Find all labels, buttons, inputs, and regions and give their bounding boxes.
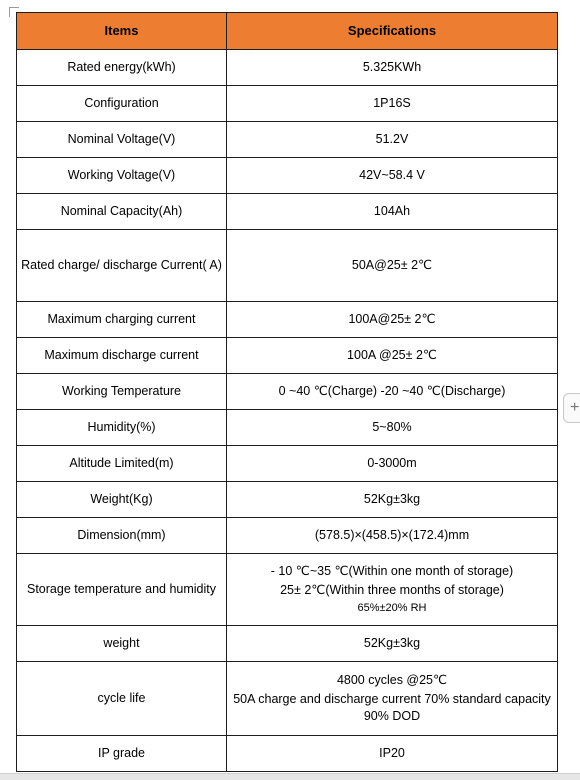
spec-line: (578.5)×(458.5)×(172.4)mm	[314, 528, 470, 543]
table-row	[17, 338, 558, 374]
table-row	[17, 302, 558, 338]
spec-line: 104Ah	[373, 204, 411, 219]
spec-line: 50A@25± 2℃	[351, 258, 433, 273]
item-cell: Nominal Voltage(V)	[17, 122, 227, 158]
plus-icon: +	[570, 399, 580, 416]
spec-cell	[227, 158, 558, 194]
table-row	[17, 86, 558, 122]
spec-line: 25± 2℃(Within three months of storage)	[280, 583, 504, 598]
table-row	[17, 554, 558, 626]
table-row	[17, 446, 558, 482]
item-cell: Altitude Limited(m)	[17, 446, 227, 482]
item-cell: Configuration	[17, 86, 227, 122]
spec-line: 52Kg±3kg	[363, 492, 421, 507]
spec-line: 100A@25± 2℃	[348, 312, 436, 327]
table-row	[17, 662, 558, 736]
spec-line: 42V~58.4 V	[359, 168, 425, 183]
item-cell: Storage temperature and humidity	[17, 554, 227, 626]
spec-line: 50A charge and discharge current 70% standard capacity 90% DOD	[233, 692, 551, 723]
item-cell: Maximum charging current	[17, 302, 227, 338]
table-row	[17, 374, 558, 410]
item-cell: Working Temperature	[17, 374, 227, 410]
spec-cell	[227, 662, 558, 736]
spec-line: - 10 ℃~35 ℃(Within one month of storage)	[270, 564, 514, 579]
add-row-button[interactable]	[563, 393, 580, 423]
item-cell: Nominal Capacity(Ah)	[17, 194, 227, 230]
spec-line: 5~80%	[372, 420, 412, 435]
item-cell: Working Voltage(V)	[17, 158, 227, 194]
item-cell: Rated charge/ discharge Current( A)	[17, 230, 227, 302]
spec-cell	[227, 410, 558, 446]
spec-line: 65%±20% RH	[357, 601, 427, 614]
spec-cell	[227, 374, 558, 410]
table-row	[17, 122, 558, 158]
table-row	[17, 626, 558, 662]
item-cell: Dimension(mm)	[17, 518, 227, 554]
spec-line: 4800 cycles @25℃	[336, 673, 448, 688]
spec-cell	[227, 482, 558, 518]
spec-line: 51.2V	[375, 132, 409, 147]
spec-cell	[227, 230, 558, 302]
spec-cell	[227, 554, 558, 626]
spec-cell	[227, 446, 558, 482]
table-row	[17, 518, 558, 554]
spec-line: 100A @25± 2℃	[347, 348, 437, 363]
table-row	[17, 50, 558, 86]
table-row	[17, 158, 558, 194]
table-body	[17, 50, 558, 772]
spec-cell	[227, 194, 558, 230]
spec-line: 0-3000m	[367, 456, 417, 471]
item-cell: Weight(Kg)	[17, 482, 227, 518]
spec-cell	[227, 518, 558, 554]
item-cell: weight	[17, 626, 227, 662]
table-row	[17, 230, 558, 302]
header-items: Items	[17, 13, 227, 50]
table-row	[17, 482, 558, 518]
spec-cell	[227, 736, 558, 772]
spec-line: 52Kg±3kg	[363, 636, 421, 651]
spec-cell	[227, 50, 558, 86]
table-row	[17, 194, 558, 230]
spec-cell	[227, 302, 558, 338]
spec-cell	[227, 122, 558, 158]
item-cell: cycle life	[17, 662, 227, 736]
item-cell: IP grade	[17, 736, 227, 772]
item-cell: Humidity(%)	[17, 410, 227, 446]
item-cell: Rated energy(kWh)	[17, 50, 227, 86]
spec-cell	[227, 626, 558, 662]
spec-line: IP20	[379, 746, 405, 761]
spec-line: 0 ~40 ℃(Charge) -20 ~40 ℃(Discharge)	[278, 384, 506, 399]
spec-line: 1P16S	[373, 96, 411, 111]
spec-cell	[227, 338, 558, 374]
table-row	[17, 410, 558, 446]
specifications-table	[16, 12, 558, 772]
spec-cell	[227, 86, 558, 122]
table-row	[17, 736, 558, 772]
header-specifications: Specifications	[227, 13, 558, 50]
table-header-row	[17, 13, 558, 50]
spec-line: 5.325KWh	[362, 60, 422, 75]
item-cell: Maximum discharge current	[17, 338, 227, 374]
